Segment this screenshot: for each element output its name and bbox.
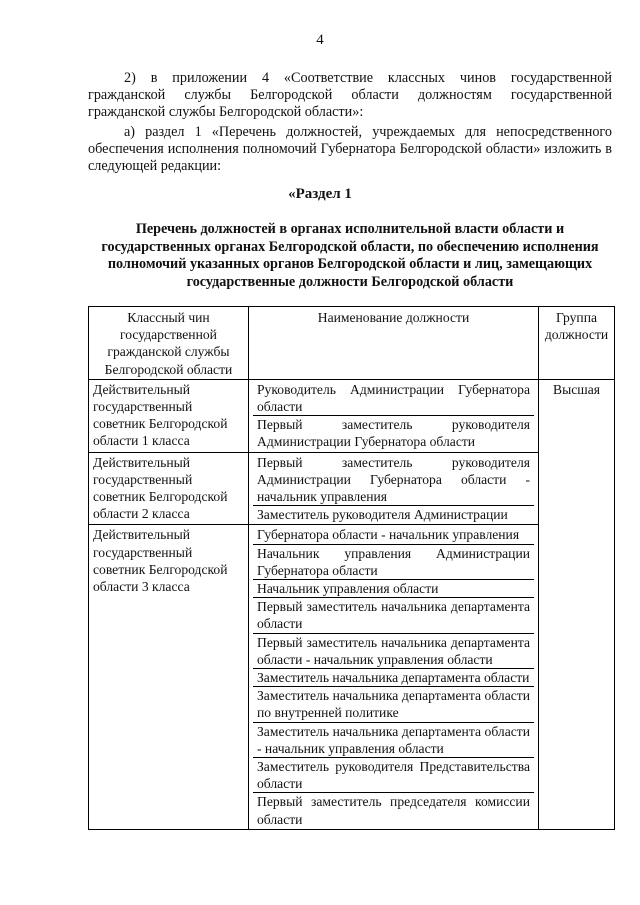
header-group: Группа должности [539, 307, 615, 380]
positions-cell [249, 525, 539, 829]
position-item: Начальник управления Администрации Губернатора области [253, 545, 534, 580]
position-item: Заместитель начальника департамента области - начальник управления области [253, 723, 534, 758]
paragraph-amendment-intro: 2) в приложении 4 «Соответствие классных чинов государственной гражданской службы Белгородской области должностям государственной гражданской службы Белгородской области»: [88, 70, 612, 120]
header-position: Наименование должности [249, 307, 539, 380]
position-item: Первый заместитель начальника департамента области [253, 598, 534, 633]
page-number: 4 [316, 32, 324, 48]
position-item: Первый заместитель руководителя Администрации Губернатора области - начальник управления [253, 454, 534, 507]
section-title: «Раздел 1 [288, 186, 352, 202]
rank-cell: Действительный государственный советник Белгородской области 3 класса [89, 525, 249, 829]
rank-cell: Действительный государственный советник Белгородской области 2 класса [89, 452, 249, 525]
position-item: Первый заместитель руководителя Администрации Губернатора области [257, 417, 530, 450]
table-header-row [89, 307, 615, 380]
rank-cell: Действительный государственный советник Белгородской области 1 класса [89, 379, 249, 452]
position-item: Заместитель начальника департамента области [253, 669, 534, 687]
header-rank: Классный чин государственной гражданской службы Белгородской области [89, 307, 249, 380]
section-heading: Перечень должностей в органах исполнительной власти области и государственных органах Белгородской области, по обеспечению исполнения полномочий указанных органов Белгородской области и лиц, замещающих государственные должности Белгородской области [101, 221, 599, 290]
position-item: Заместитель начальника департамента области по внутренней политике [253, 687, 534, 722]
position-item: Заместитель руководителя Представительства области [253, 758, 534, 793]
table-row [89, 525, 615, 829]
table-row [89, 379, 615, 452]
group-cell: Высшая [539, 379, 615, 829]
positions-cell [249, 379, 539, 452]
position-item: Первый заместитель начальника департамента области - начальник управления области [253, 634, 534, 669]
position-item: Руководитель Администрации Губернатора области [253, 381, 534, 416]
paragraph-section-replacement: а) раздел 1 «Перечень должностей, учреждаемых для непосредственного обеспечения исполнения полномочий Губернатора Белгородской области» изложить в следующей редакции: [88, 124, 612, 174]
table-row [89, 452, 615, 525]
positions-table [88, 306, 615, 830]
position-item: Заместитель руководителя Администрации [257, 507, 508, 523]
position-item: Первый заместитель председателя комиссии области [257, 794, 530, 827]
positions-cell [249, 452, 539, 525]
position-item: Губернатора области - начальник управления [253, 526, 534, 544]
position-item: Начальник управления области [253, 580, 534, 598]
